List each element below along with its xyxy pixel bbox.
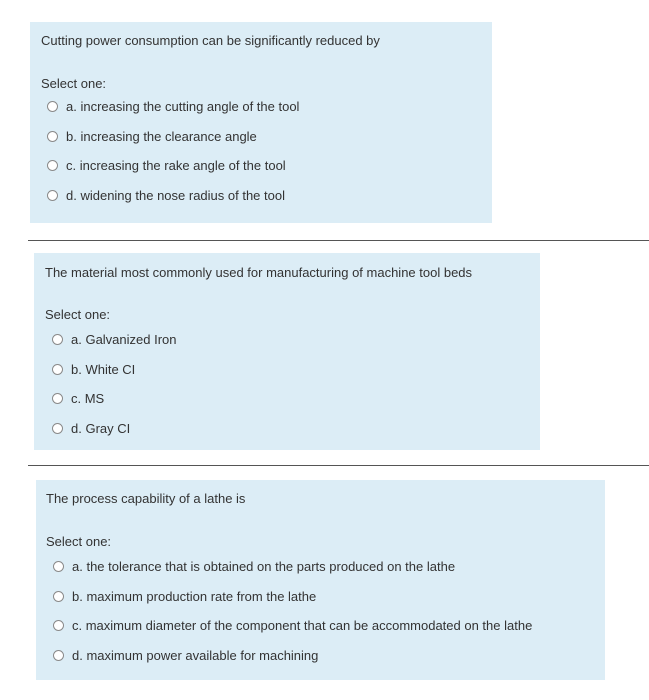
question-1-text: Cutting power consumption can be significantly reduced by	[41, 33, 380, 48]
option-label: d. Gray CI	[71, 420, 131, 436]
radio-button-icon[interactable]	[53, 650, 64, 661]
option-label: d. maximum power available for machining	[72, 647, 319, 663]
question-1-card	[30, 22, 492, 223]
question-2-answers	[52, 325, 177, 443]
question-1-option-a[interactable]	[47, 92, 299, 122]
radio-button-icon[interactable]	[52, 334, 63, 345]
radio-button-icon[interactable]	[47, 190, 58, 201]
option-label: a. increasing the cutting angle of the tool	[66, 99, 300, 115]
question-2-text: The material most commonly used for manufacturing of machine tool beds	[45, 265, 473, 280]
question-1-select-prompt: Select one:	[41, 76, 107, 91]
question-2-option-d[interactable]	[52, 414, 177, 444]
radio-button-icon[interactable]	[47, 131, 58, 142]
radio-button-icon[interactable]	[52, 364, 63, 375]
radio-button-icon[interactable]	[53, 561, 64, 572]
radio-button-icon[interactable]	[47, 160, 58, 171]
question-3-option-a[interactable]	[53, 552, 532, 582]
radio-button-icon[interactable]	[53, 620, 64, 631]
radio-button-icon[interactable]	[52, 423, 63, 434]
question-3-card	[36, 480, 605, 680]
option-label: b. White CI	[71, 361, 136, 377]
question-2-select-prompt: Select one:	[45, 307, 111, 322]
question-1-option-b[interactable]	[47, 122, 299, 152]
option-label: a. Galvanized Iron	[71, 332, 177, 348]
question-3-answers	[53, 552, 532, 670]
question-3-option-c[interactable]	[53, 611, 532, 641]
radio-button-icon[interactable]	[53, 591, 64, 602]
radio-button-icon[interactable]	[52, 393, 63, 404]
option-label: d. widening the nose radius of the tool	[66, 187, 285, 203]
question-3-text: The process capability of a lathe is	[46, 491, 246, 506]
question-1-option-c[interactable]	[47, 151, 299, 181]
question-2-option-b[interactable]	[52, 355, 177, 385]
option-label: c. maximum diameter of the component that can be accommodated on the lathe	[72, 618, 533, 634]
question-divider	[28, 465, 649, 466]
question-divider	[28, 240, 649, 241]
option-label: a. the tolerance that is obtained on the parts produced on the lathe	[72, 559, 456, 575]
question-3-option-b[interactable]	[53, 582, 532, 612]
option-label: c. MS	[71, 391, 105, 407]
question-2-option-c[interactable]	[52, 384, 177, 414]
question-2-option-a[interactable]	[52, 325, 177, 355]
option-label: c. increasing the rake angle of the tool	[66, 158, 286, 174]
radio-button-icon[interactable]	[47, 101, 58, 112]
option-label: b. increasing the clearance angle	[66, 128, 257, 144]
option-label: b. maximum production rate from the lathe	[72, 588, 317, 604]
question-1-answers	[47, 92, 299, 210]
question-1-option-d[interactable]	[47, 181, 299, 211]
question-3-select-prompt: Select one:	[46, 534, 112, 549]
question-2-card	[34, 253, 540, 450]
question-3-option-d[interactable]	[53, 641, 532, 671]
